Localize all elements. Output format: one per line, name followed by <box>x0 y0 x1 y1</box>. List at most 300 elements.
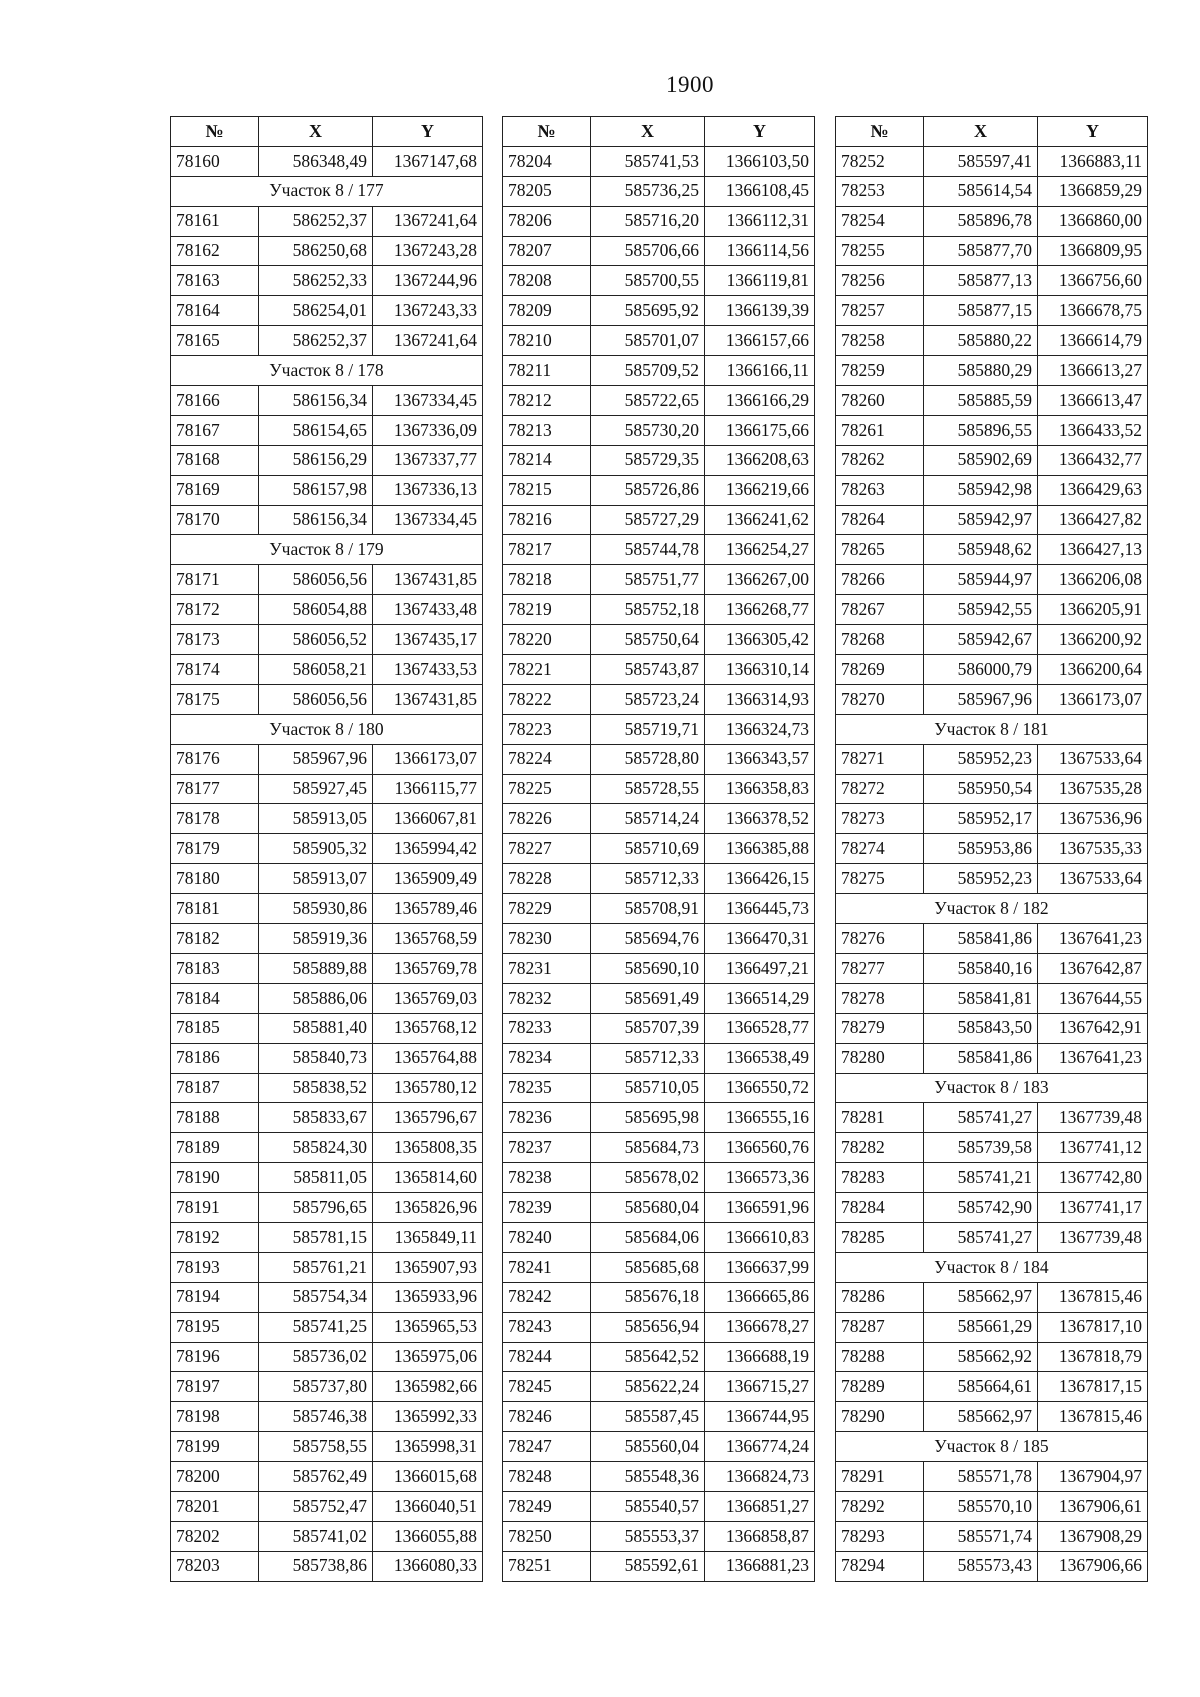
table-row <box>503 953 815 983</box>
table-row <box>171 415 483 445</box>
point-number: 78264 <box>836 505 924 535</box>
point-number: 78172 <box>171 595 259 625</box>
y-coordinate: 1366678,75 <box>1038 296 1148 326</box>
point-number: 78193 <box>171 1252 259 1282</box>
point-number: 78213 <box>503 415 591 445</box>
point-number: 78240 <box>503 1222 591 1252</box>
x-coordinate: 586254,01 <box>259 296 373 326</box>
table-row <box>836 1103 1148 1133</box>
y-coordinate: 1366573,36 <box>705 1163 815 1193</box>
x-coordinate: 586348,49 <box>259 146 373 176</box>
point-number: 78261 <box>836 415 924 445</box>
y-coordinate: 1366119,81 <box>705 266 815 296</box>
point-number: 78215 <box>503 475 591 505</box>
y-coordinate: 1367433,48 <box>373 595 483 625</box>
coordinates-table-1 <box>170 116 483 1582</box>
x-coordinate: 586058,21 <box>259 655 373 685</box>
y-coordinate: 1366055,88 <box>373 1521 483 1551</box>
point-number: 78248 <box>503 1462 591 1492</box>
point-number: 78265 <box>836 535 924 565</box>
table-row <box>503 894 815 924</box>
table-row <box>836 864 1148 894</box>
point-number: 78195 <box>171 1312 259 1342</box>
point-number: 78267 <box>836 595 924 625</box>
x-coordinate: 585622,24 <box>591 1372 705 1402</box>
y-coordinate: 1367741,12 <box>1038 1133 1148 1163</box>
y-coordinate: 1365768,12 <box>373 1013 483 1043</box>
point-number: 78166 <box>171 386 259 416</box>
section-row <box>836 714 1148 744</box>
y-coordinate: 1366858,87 <box>705 1521 815 1551</box>
x-coordinate: 585942,55 <box>924 595 1038 625</box>
table-row <box>171 565 483 595</box>
x-coordinate: 586252,33 <box>259 266 373 296</box>
table-row <box>503 1402 815 1432</box>
x-coordinate: 585592,61 <box>591 1551 705 1581</box>
point-number: 78199 <box>171 1432 259 1462</box>
x-coordinate: 585716,20 <box>591 206 705 236</box>
table-row <box>171 894 483 924</box>
table-row <box>836 356 1148 386</box>
y-coordinate: 1367739,48 <box>1038 1222 1148 1252</box>
y-coordinate: 1366080,33 <box>373 1551 483 1581</box>
y-coordinate: 1366114,56 <box>705 236 815 266</box>
x-coordinate: 585662,97 <box>924 1402 1038 1432</box>
y-coordinate: 1367337,77 <box>373 445 483 475</box>
y-coordinate: 1367815,46 <box>1038 1282 1148 1312</box>
y-coordinate: 1366015,68 <box>373 1462 483 1492</box>
section-label: Участок 8 / 182 <box>836 894 1148 924</box>
table-row <box>503 415 815 445</box>
point-number: 78229 <box>503 894 591 924</box>
table-row <box>503 1073 815 1103</box>
x-coordinate: 585743,87 <box>591 655 705 685</box>
section-row <box>836 1252 1148 1282</box>
point-number: 78177 <box>171 774 259 804</box>
y-coordinate: 1367535,33 <box>1038 834 1148 864</box>
y-coordinate: 1367908,29 <box>1038 1521 1148 1551</box>
x-coordinate: 585913,05 <box>259 804 373 834</box>
table-row <box>171 445 483 475</box>
table-row <box>503 1013 815 1043</box>
table-row <box>171 236 483 266</box>
y-coordinate: 1366744,95 <box>705 1402 815 1432</box>
table-row <box>171 1133 483 1163</box>
header-num: № <box>171 117 259 147</box>
point-number: 78281 <box>836 1103 924 1133</box>
y-coordinate: 1366426,15 <box>705 864 815 894</box>
y-coordinate: 1366756,60 <box>1038 266 1148 296</box>
x-coordinate: 585712,33 <box>591 1043 705 1073</box>
table-row <box>503 565 815 595</box>
point-number: 78280 <box>836 1043 924 1073</box>
point-number: 78216 <box>503 505 591 535</box>
table-row <box>171 386 483 416</box>
point-number: 78200 <box>171 1462 259 1492</box>
x-coordinate: 586156,34 <box>259 505 373 535</box>
x-coordinate: 585750,64 <box>591 625 705 655</box>
table-row <box>836 774 1148 804</box>
y-coordinate: 1367147,68 <box>373 146 483 176</box>
x-coordinate: 585841,81 <box>924 983 1038 1013</box>
y-coordinate: 1366108,45 <box>705 176 815 206</box>
point-number: 78292 <box>836 1491 924 1521</box>
point-number: 78171 <box>171 565 259 595</box>
y-coordinate: 1366824,73 <box>705 1462 815 1492</box>
header-y: Y <box>1038 117 1148 147</box>
x-coordinate: 585684,06 <box>591 1222 705 1252</box>
point-number: 78234 <box>503 1043 591 1073</box>
table-row <box>503 1551 815 1581</box>
y-coordinate: 1366103,50 <box>705 146 815 176</box>
x-coordinate: 585587,45 <box>591 1402 705 1432</box>
point-number: 78161 <box>171 206 259 236</box>
table-row <box>171 1013 483 1043</box>
x-coordinate: 586156,34 <box>259 386 373 416</box>
x-coordinate: 585752,47 <box>259 1491 373 1521</box>
x-coordinate: 586252,37 <box>259 326 373 356</box>
table-row <box>836 744 1148 774</box>
table-row <box>503 684 815 714</box>
table-row <box>171 774 483 804</box>
table-row <box>836 804 1148 834</box>
point-number: 78226 <box>503 804 591 834</box>
x-coordinate: 585685,68 <box>591 1252 705 1282</box>
point-number: 78191 <box>171 1193 259 1223</box>
table-row <box>836 953 1148 983</box>
x-coordinate: 585950,54 <box>924 774 1038 804</box>
table-row <box>171 206 483 236</box>
table-row <box>171 1372 483 1402</box>
table-row <box>836 834 1148 864</box>
y-coordinate: 1366112,31 <box>705 206 815 236</box>
point-number: 78205 <box>503 176 591 206</box>
point-number: 78197 <box>171 1372 259 1402</box>
point-number: 78179 <box>171 834 259 864</box>
point-number: 78208 <box>503 266 591 296</box>
x-coordinate: 585880,29 <box>924 356 1038 386</box>
point-number: 78253 <box>836 176 924 206</box>
y-coordinate: 1367739,48 <box>1038 1103 1148 1133</box>
y-coordinate: 1367535,28 <box>1038 774 1148 804</box>
point-number: 78188 <box>171 1103 259 1133</box>
y-coordinate: 1366550,72 <box>705 1073 815 1103</box>
x-coordinate: 585571,74 <box>924 1521 1038 1551</box>
y-coordinate: 1366241,62 <box>705 505 815 535</box>
point-number: 78223 <box>503 714 591 744</box>
x-coordinate: 585737,80 <box>259 1372 373 1402</box>
x-coordinate: 585741,25 <box>259 1312 373 1342</box>
x-coordinate: 585942,98 <box>924 475 1038 505</box>
point-number: 78173 <box>171 625 259 655</box>
point-number: 78268 <box>836 625 924 655</box>
point-number: 78219 <box>503 595 591 625</box>
table-row <box>171 655 483 685</box>
header-x: X <box>924 117 1038 147</box>
x-coordinate: 585781,15 <box>259 1222 373 1252</box>
point-number: 78187 <box>171 1073 259 1103</box>
table-row <box>836 176 1148 206</box>
table-row <box>171 595 483 625</box>
section-label: Участок 8 / 178 <box>171 356 483 386</box>
table-row <box>171 1103 483 1133</box>
x-coordinate: 585700,55 <box>591 266 705 296</box>
y-coordinate: 1365814,60 <box>373 1163 483 1193</box>
y-coordinate: 1366774,24 <box>705 1432 815 1462</box>
point-number: 78207 <box>503 236 591 266</box>
point-number: 78288 <box>836 1342 924 1372</box>
table-row <box>171 804 483 834</box>
point-number: 78162 <box>171 236 259 266</box>
table-row <box>503 1312 815 1342</box>
y-coordinate: 1366610,83 <box>705 1222 815 1252</box>
header-num: № <box>503 117 591 147</box>
y-coordinate: 1367641,23 <box>1038 1043 1148 1073</box>
point-number: 78246 <box>503 1402 591 1432</box>
table-row <box>503 296 815 326</box>
y-coordinate: 1365826,96 <box>373 1193 483 1223</box>
x-coordinate: 585930,86 <box>259 894 373 924</box>
point-number: 78210 <box>503 326 591 356</box>
x-coordinate: 585676,18 <box>591 1282 705 1312</box>
table-row <box>503 535 815 565</box>
point-number: 78258 <box>836 326 924 356</box>
y-coordinate: 1366427,82 <box>1038 505 1148 535</box>
table-row <box>171 684 483 714</box>
point-number: 78163 <box>171 266 259 296</box>
x-coordinate: 585967,96 <box>259 744 373 774</box>
header-x: X <box>591 117 705 147</box>
header-row <box>171 117 483 147</box>
y-coordinate: 1365992,33 <box>373 1402 483 1432</box>
x-coordinate: 585905,32 <box>259 834 373 864</box>
table-row <box>171 1342 483 1372</box>
x-coordinate: 585942,67 <box>924 625 1038 655</box>
point-number: 78286 <box>836 1282 924 1312</box>
table-row <box>171 1282 483 1312</box>
table-row <box>171 953 483 983</box>
point-number: 78181 <box>171 894 259 924</box>
x-coordinate: 585944,97 <box>924 565 1038 595</box>
point-number: 78249 <box>503 1491 591 1521</box>
y-coordinate: 1365789,46 <box>373 894 483 924</box>
table-row <box>836 1521 1148 1551</box>
y-coordinate: 1367642,87 <box>1038 953 1148 983</box>
x-coordinate: 586056,52 <box>259 625 373 655</box>
point-number: 78289 <box>836 1372 924 1402</box>
x-coordinate: 585736,02 <box>259 1342 373 1372</box>
x-coordinate: 585690,10 <box>591 953 705 983</box>
x-coordinate: 586250,68 <box>259 236 373 266</box>
x-coordinate: 585840,73 <box>259 1043 373 1073</box>
x-coordinate: 586000,79 <box>924 655 1038 685</box>
y-coordinate: 1367244,96 <box>373 266 483 296</box>
y-coordinate: 1365965,53 <box>373 1312 483 1342</box>
y-coordinate: 1366139,39 <box>705 296 815 326</box>
table-row <box>171 1252 483 1282</box>
point-number: 78211 <box>503 356 591 386</box>
point-number: 78206 <box>503 206 591 236</box>
x-coordinate: 586154,65 <box>259 415 373 445</box>
x-coordinate: 585695,92 <box>591 296 705 326</box>
table-row <box>503 236 815 266</box>
table-row <box>836 1043 1148 1073</box>
x-coordinate: 585707,39 <box>591 1013 705 1043</box>
point-number: 78227 <box>503 834 591 864</box>
x-coordinate: 585886,06 <box>259 983 373 1013</box>
y-coordinate: 1365975,06 <box>373 1342 483 1372</box>
x-coordinate: 585843,50 <box>924 1013 1038 1043</box>
y-coordinate: 1366305,42 <box>705 625 815 655</box>
point-number: 78212 <box>503 386 591 416</box>
point-number: 78192 <box>171 1222 259 1252</box>
x-coordinate: 585656,94 <box>591 1312 705 1342</box>
header-x: X <box>259 117 373 147</box>
y-coordinate: 1366860,00 <box>1038 206 1148 236</box>
x-coordinate: 585913,07 <box>259 864 373 894</box>
table-row <box>836 625 1148 655</box>
x-coordinate: 585736,25 <box>591 176 705 206</box>
point-number: 78242 <box>503 1282 591 1312</box>
y-coordinate: 1365933,96 <box>373 1282 483 1312</box>
table-row <box>171 983 483 1013</box>
point-number: 78283 <box>836 1163 924 1193</box>
x-coordinate: 585729,35 <box>591 445 705 475</box>
section-row <box>171 356 483 386</box>
section-row <box>836 894 1148 924</box>
y-coordinate: 1366883,11 <box>1038 146 1148 176</box>
y-coordinate: 1367334,45 <box>373 505 483 535</box>
table-row <box>503 804 815 834</box>
point-number: 78202 <box>171 1521 259 1551</box>
point-number: 78169 <box>171 475 259 505</box>
point-number: 78183 <box>171 953 259 983</box>
section-label: Участок 8 / 177 <box>171 176 483 206</box>
y-coordinate: 1367817,15 <box>1038 1372 1148 1402</box>
y-coordinate: 1366267,00 <box>705 565 815 595</box>
table-row <box>503 595 815 625</box>
x-coordinate: 585811,05 <box>259 1163 373 1193</box>
table-row <box>836 1193 1148 1223</box>
table-row <box>503 1163 815 1193</box>
table-row <box>836 326 1148 356</box>
table-row <box>503 1342 815 1372</box>
x-coordinate: 585841,86 <box>924 924 1038 954</box>
y-coordinate: 1365808,35 <box>373 1133 483 1163</box>
point-number: 78244 <box>503 1342 591 1372</box>
table-row <box>836 415 1148 445</box>
x-coordinate: 585560,04 <box>591 1432 705 1462</box>
x-coordinate: 585838,52 <box>259 1073 373 1103</box>
table-row <box>171 1193 483 1223</box>
x-coordinate: 585709,52 <box>591 356 705 386</box>
y-coordinate: 1367431,85 <box>373 684 483 714</box>
point-number: 78203 <box>171 1551 259 1581</box>
y-coordinate: 1367644,55 <box>1038 983 1148 1013</box>
table-row <box>503 744 815 774</box>
table-row <box>171 1432 483 1462</box>
x-coordinate: 585948,62 <box>924 535 1038 565</box>
table-row <box>836 1462 1148 1492</box>
x-coordinate: 585691,49 <box>591 983 705 1013</box>
table-row <box>171 625 483 655</box>
table-row <box>171 834 483 864</box>
section-row <box>836 1432 1148 1462</box>
point-number: 78259 <box>836 356 924 386</box>
y-coordinate: 1366157,66 <box>705 326 815 356</box>
point-number: 78196 <box>171 1342 259 1372</box>
point-number: 78220 <box>503 625 591 655</box>
table-row <box>171 1043 483 1073</box>
x-coordinate: 585741,27 <box>924 1222 1038 1252</box>
point-number: 78228 <box>503 864 591 894</box>
point-number: 78241 <box>503 1252 591 1282</box>
x-coordinate: 585719,71 <box>591 714 705 744</box>
y-coordinate: 1367741,17 <box>1038 1193 1148 1223</box>
y-coordinate: 1365994,42 <box>373 834 483 864</box>
y-coordinate: 1367533,64 <box>1038 864 1148 894</box>
table-row <box>171 475 483 505</box>
x-coordinate: 585739,58 <box>924 1133 1038 1163</box>
y-coordinate: 1366433,52 <box>1038 415 1148 445</box>
table-row <box>503 1133 815 1163</box>
point-number: 78277 <box>836 953 924 983</box>
y-coordinate: 1366665,86 <box>705 1282 815 1312</box>
x-coordinate: 585741,21 <box>924 1163 1038 1193</box>
table-row <box>171 266 483 296</box>
x-coordinate: 585758,55 <box>259 1432 373 1462</box>
point-number: 78217 <box>503 535 591 565</box>
table-row <box>836 386 1148 416</box>
x-coordinate: 586056,56 <box>259 684 373 714</box>
table-row <box>503 266 815 296</box>
x-coordinate: 585833,67 <box>259 1103 373 1133</box>
table-row <box>836 236 1148 266</box>
y-coordinate: 1367533,64 <box>1038 744 1148 774</box>
table-row <box>836 1551 1148 1581</box>
y-coordinate: 1366385,88 <box>705 834 815 864</box>
point-number: 78293 <box>836 1521 924 1551</box>
table-row <box>171 864 483 894</box>
table-row <box>503 386 815 416</box>
point-number: 78231 <box>503 953 591 983</box>
table-row <box>503 864 815 894</box>
x-coordinate: 585540,57 <box>591 1491 705 1521</box>
table-row <box>836 924 1148 954</box>
table-row <box>503 1462 815 1492</box>
point-number: 78185 <box>171 1013 259 1043</box>
table-row <box>836 206 1148 236</box>
table-row <box>503 655 815 685</box>
y-coordinate: 1366358,83 <box>705 774 815 804</box>
point-number: 78270 <box>836 684 924 714</box>
table-row <box>503 505 815 535</box>
table-row <box>503 356 815 386</box>
x-coordinate: 585744,78 <box>591 535 705 565</box>
header-row <box>836 117 1148 147</box>
x-coordinate: 585570,10 <box>924 1491 1038 1521</box>
table-row <box>503 1432 815 1462</box>
y-coordinate: 1366560,76 <box>705 1133 815 1163</box>
table-row <box>836 1013 1148 1043</box>
y-coordinate: 1366715,27 <box>705 1372 815 1402</box>
table-row <box>836 1163 1148 1193</box>
table-row <box>503 475 815 505</box>
point-number: 78174 <box>171 655 259 685</box>
page-number: 1900 <box>666 72 714 97</box>
y-coordinate: 1366040,51 <box>373 1491 483 1521</box>
y-coordinate: 1367435,17 <box>373 625 483 655</box>
